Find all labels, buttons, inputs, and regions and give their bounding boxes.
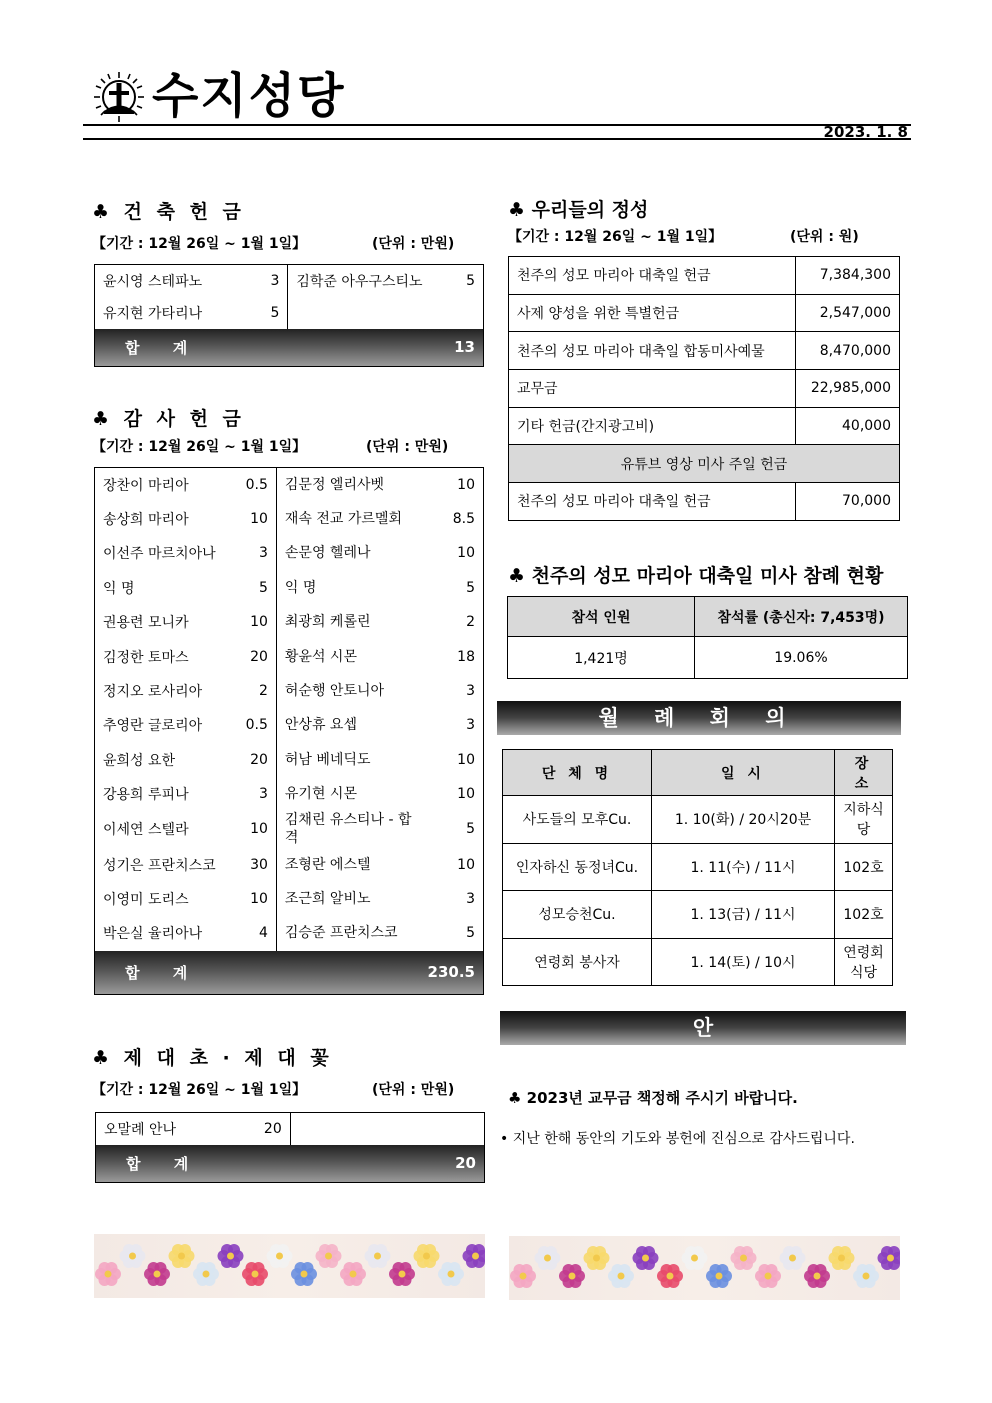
monthly-meeting-banner: 월 례 회 의 [497, 701, 901, 735]
donor-amount: 20 [238, 743, 277, 777]
donor-name: 추영란 글로리아 [103, 718, 203, 735]
table-row [95, 297, 484, 329]
offerings-title: ♣ 우리들의 정성 [508, 199, 649, 221]
table-row [503, 891, 893, 939]
donor-name: 재속 전교 가르멜회 [284, 511, 402, 528]
donor-name: 익 명 [284, 579, 317, 596]
donor-amount: 10 [457, 545, 475, 562]
donor-name: 강용희 루피나 [103, 787, 189, 804]
table-row [509, 483, 900, 521]
table-header-row [508, 597, 908, 637]
donor-amount: 10 [238, 882, 277, 916]
offering-label: 천주의 성모 마리아 대축일 헌금 [509, 257, 796, 295]
donor-amount: 18 [457, 648, 475, 665]
donor-amount: 10 [238, 811, 277, 847]
altar-offering-unit: (단위 : 만원) [372, 1082, 455, 1098]
total-amount: 13 [446, 329, 483, 367]
donor-amount: 2 [238, 674, 277, 708]
donor-amount: 10 [457, 751, 475, 768]
donor-name: 황윤석 시몬 [284, 648, 357, 665]
donor-name: 안상휴 요셉 [284, 717, 357, 734]
donor-amount: 5 [466, 272, 475, 289]
offering-amount: 70,000 [796, 483, 900, 521]
flower-decoration-left [94, 1234, 485, 1298]
meeting-place: 연령회식당 [835, 938, 893, 986]
donor-amount: 8.5 [452, 511, 475, 528]
table-row [95, 811, 484, 847]
donor-name [290, 1113, 447, 1145]
bulletin-date: 2023. 1. 8 [823, 123, 908, 141]
table-row [509, 370, 900, 408]
donor-name: 이영미 도리스 [103, 891, 189, 908]
donor-name: 최광희 케롤린 [284, 614, 371, 631]
attendance-rate-header: 참석률 (총신자: 7,453명) [695, 597, 908, 637]
total-row [96, 1145, 485, 1183]
donor-name [288, 297, 446, 329]
total-row [95, 951, 484, 995]
meeting-header: 단 체 명 [503, 750, 652, 796]
table-row [95, 468, 484, 502]
donor-name: 김채린 유스티나 - 합격 [284, 812, 412, 847]
table-row [95, 605, 484, 639]
table-row [96, 1113, 485, 1145]
table-row [95, 777, 484, 811]
header-rule [83, 124, 911, 126]
church-logo-icon [92, 70, 146, 124]
offering-amount: 8,470,000 [796, 332, 900, 370]
donor-amount: 10 [238, 605, 277, 639]
table-subheader-row [509, 445, 900, 483]
offering-amount: 2,547,000 [796, 294, 900, 332]
donor-amount: 10 [457, 786, 475, 803]
table-row [95, 571, 484, 605]
donor-name: 유기현 시몬 [284, 786, 357, 803]
table-row [509, 332, 900, 370]
notice-headline: ♣ 2023년 교무금 책정해 주시기 바랍니다. [508, 1089, 798, 1107]
notice-bullet: • 지난 한해 동안의 기도와 봉헌에 진심으로 감사드립니다. [500, 1131, 855, 1147]
total-amount: 230.5 [420, 951, 484, 995]
offerings-period: 【기간 : 12월 26일 ~ 1월 1일】 [508, 229, 723, 245]
meeting-time: 1. 11(수) / 11시 [652, 843, 835, 891]
meeting-header: 장 소 [835, 750, 893, 796]
meeting-group: 성모승천Cu. [503, 891, 652, 939]
donor-name: 허순행 안토니아 [284, 683, 385, 700]
offerings-table [508, 256, 900, 521]
donor-amount: 2 [466, 614, 475, 631]
altar-offering-title: ♣ 제 대 초 · 제 대 꽃 [92, 1047, 333, 1069]
table-row [95, 882, 484, 916]
thanks-offering-title: ♣ 감 사 헌 금 [92, 408, 245, 430]
donor-name: 허남 베네딕도 [284, 751, 371, 768]
donor-amount [447, 1113, 484, 1145]
offering-amount: 7,384,300 [796, 257, 900, 295]
meeting-group: 연령회 봉사자 [503, 938, 652, 986]
donor-name: 권용련 모니카 [103, 615, 189, 632]
table-row [95, 639, 484, 673]
meeting-group: 사도들의 모후Cu. [503, 796, 652, 844]
offering-label: 교무금 [509, 370, 796, 408]
donor-name: 유지현 가타리나 [103, 305, 203, 322]
donor-amount: 10 [457, 476, 475, 493]
attendance-count-header: 참석 인원 [508, 597, 695, 637]
table-row [95, 847, 484, 881]
total-label: 합 계 [95, 329, 447, 367]
meeting-place: 지하식당 [835, 796, 893, 844]
donor-amount: 5 [466, 821, 475, 838]
offering-label: 기타 헌금(간지광고비) [509, 407, 796, 445]
attendance-title: ♣ 천주의 성모 마리아 대축일 미사 참례 현황 [508, 565, 884, 587]
donor-amount: 3 [238, 777, 277, 811]
donor-name: 송상희 마리아 [103, 512, 189, 529]
altar-offering-table [95, 1112, 485, 1183]
meeting-place: 102호 [835, 891, 893, 939]
thanks-offering-unit: (단위 : 만원) [366, 439, 449, 455]
donor-name: 김승준 프란치스코 [284, 925, 398, 942]
altar-offering-period: 【기간 : 12월 26일 ~ 1월 1일】 [92, 1082, 307, 1098]
donor-amount: 3 [253, 265, 288, 297]
donor-amount: 5 [253, 297, 288, 329]
donor-name: 성기은 프란치스코 [103, 857, 216, 874]
donor-name: 손문영 헬레나 [284, 545, 371, 562]
donor-amount: 5 [466, 579, 475, 596]
table-header-row [503, 750, 893, 796]
donor-name: 조근희 알비노 [284, 890, 371, 907]
meeting-time: 1. 13(금) / 11시 [652, 891, 835, 939]
donor-amount: 3 [466, 890, 475, 907]
donor-amount: 0.5 [238, 708, 277, 742]
donor-amount: 3 [466, 717, 475, 734]
attendance-count: 1,421명 [508, 637, 695, 679]
donor-name: 윤시영 스테파노 [103, 273, 203, 290]
table-row [509, 407, 900, 445]
flower-decoration-right [509, 1236, 900, 1300]
church-name: 수지성당 [152, 68, 346, 124]
donor-amount [446, 297, 483, 329]
meeting-group: 인자하신 동정녀Cu. [503, 843, 652, 891]
offering-amount: 22,985,000 [796, 370, 900, 408]
donor-amount: 20 [254, 1113, 290, 1145]
table-row [503, 938, 893, 986]
offerings-unit: (단위 : 원) [790, 229, 859, 245]
donor-amount: 3 [238, 536, 277, 570]
thanks-offering-period: 【기간 : 12월 26일 ~ 1월 1일】 [92, 439, 307, 455]
donor-amount: 5 [466, 925, 475, 942]
offering-amount: 40,000 [796, 407, 900, 445]
thanks-offering-table [94, 467, 484, 995]
meeting-place: 102호 [835, 843, 893, 891]
donor-amount: 10 [238, 502, 277, 536]
donor-name: 정지오 로사리아 [103, 684, 203, 701]
table-row [508, 637, 908, 679]
offering-label: 사제 양성을 위한 특별헌금 [509, 294, 796, 332]
table-row [95, 502, 484, 536]
building-fund-table [94, 264, 484, 367]
total-amount: 20 [447, 1145, 484, 1183]
donor-name: 박은실 율리아나 [103, 926, 203, 943]
donor-amount: 30 [238, 847, 277, 881]
building-fund-unit: (단위 : 만원) [372, 236, 455, 252]
building-fund-title: ♣ 건 축 헌 금 [92, 201, 245, 223]
table-row [95, 265, 484, 297]
donor-name: 오말례 안나 [104, 1121, 177, 1138]
donor-name: 김문정 엘리사벳 [284, 476, 385, 493]
table-row [95, 674, 484, 708]
meeting-header: 일 시 [652, 750, 835, 796]
table-row [509, 257, 900, 295]
donor-amount: 0.5 [238, 468, 277, 502]
total-label: 합 계 [95, 951, 420, 995]
monthly-meeting-table [502, 749, 893, 986]
donor-amount: 4 [238, 916, 277, 950]
donor-amount: 10 [457, 856, 475, 873]
total-label: 합 계 [96, 1145, 448, 1183]
attendance-rate: 19.06% [695, 637, 908, 679]
donor-amount: 20 [238, 639, 277, 673]
attendance-table [507, 596, 908, 679]
table-row [509, 294, 900, 332]
donor-name: 이선주 마르치아나 [103, 546, 216, 563]
donor-amount: 5 [238, 571, 277, 605]
table-row [95, 536, 484, 570]
donor-name: 윤희성 요한 [103, 752, 176, 769]
donor-name: 장찬이 마리아 [103, 477, 189, 494]
donor-name: 이세연 스텔라 [103, 822, 189, 839]
donor-name: 익 명 [103, 580, 135, 597]
table-row [503, 796, 893, 844]
building-fund-period: 【기간 : 12월 26일 ~ 1월 1일】 [92, 236, 307, 252]
donor-name: 김정한 토마스 [103, 649, 189, 666]
offering-label: 천주의 성모 마리아 대축일 헌금 [509, 483, 796, 521]
donor-amount: 3 [466, 683, 475, 700]
offering-label: 천주의 성모 마리아 대축일 합동미사예물 [509, 332, 796, 370]
notice-banner: 안 내 [500, 1011, 906, 1045]
meeting-time: 1. 14(토) / 10시 [652, 938, 835, 986]
total-row [95, 329, 484, 367]
donor-name: 조형란 에스텔 [284, 856, 371, 873]
donor-name: 김학준 아우구스티노 [296, 273, 423, 290]
table-row [95, 708, 484, 742]
table-row [95, 916, 484, 950]
table-row [503, 843, 893, 891]
table-row [95, 743, 484, 777]
header-rule-bottom [83, 138, 911, 140]
meeting-time: 1. 10(화) / 20시20분 [652, 796, 835, 844]
youtube-offering-header: 유튜브 영상 미사 주일 헌금 [509, 445, 900, 483]
